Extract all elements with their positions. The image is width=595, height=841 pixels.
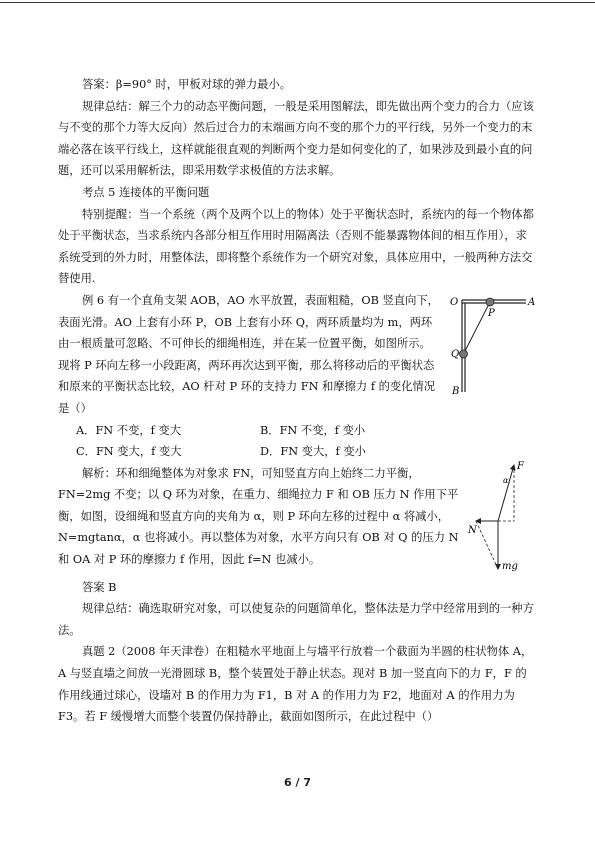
option-c[interactable]: C．FN 变大，f 变大: [76, 445, 182, 459]
answer-b: 答案 B: [82, 580, 117, 594]
special-tip: 特别提醒：当一个系统（两个及两个以上的物体）处于平衡状态时，系统内的每一个物体都处于平衡状态，当求系统内各部分相互作用时用隔离法（否则不能暴露物体间的相互作用），求系统受到的外力时，用整体法，即将整个系统作为一个研究对象，具体应用中，一般两种方法交替使用.: [58, 207, 534, 286]
rule-summary-1: 规律总结：解三个力的动态平衡问题，一般是采用图解法，即先做出两个变力的合力（应该与不变的那个力等大反向）然后过合力的末端画方向不变的那个力的平行线，另外一个变力的末端必落在该平行线上，这样就能很直观的判断两个变力是如何变化的了，如果涉及到最小直的问题，还可以采用解析法，即采用数学求极值的方法求解。: [58, 99, 534, 178]
label-B: B: [452, 385, 460, 397]
label-F: F: [517, 460, 524, 472]
document-body: [58, 74, 536, 728]
page-number: 6 / 7: [284, 776, 311, 789]
label-A: A: [528, 296, 536, 308]
top-rule: [0, 2, 595, 3]
options-row-1: [58, 420, 536, 442]
option-a[interactable]: A．FN 不变，f 变大: [76, 423, 182, 437]
option-b[interactable]: B．FN 不变，f 变小: [260, 423, 366, 437]
label-alpha: α: [503, 475, 509, 485]
section-heading-point5: 考点 5 连接体的平衡问题: [82, 185, 210, 199]
force-diagram: [462, 459, 536, 577]
label-P: P: [488, 307, 495, 319]
real-question-2: 真题 2（2008 年天津卷）在粗糙水平地面上与墙平行放着一个截面为半圆的柱状物体 A，A 与竖直墙之间放一光滑圆球 B，整个装置处于静止状态。现对 B 加一竖直向下的力 F，F 的作用线通过球心，设墙对 B 的作用力为 F1，B 对 A 的作用力为 F2，地面对 A 的作用力为 F3。若 F 缓慢增大而整个装置仍保持静止，截面如图所示，在此过程中（）: [58, 645, 533, 724]
bracket-figure: [448, 294, 536, 398]
example6-block: [58, 290, 536, 420]
example6-text: 例 6 有一个直角支架 AOB，AO 水平放置，表面粗糙，OB 竖直向下，表面光滑。AO 上套有小环 P，OB 上套有小环 Q，两环质量均为 m，两环由一根质量可忽略、不可伸长的细绳相连，并在某一位置平衡，如图所示。现将 P 环向左移一小段距离，两环再次达到平衡，那么将移动后的平衡状态和原来的平衡状态比较，AO 杆对 P 环的支持力 FN 和摩擦力 f 的变化情况是（）: [58, 293, 439, 415]
analysis-block: [58, 460, 536, 577]
rule-summary-2: 规律总结：确选取研究对象，可以使复杂的问题简单化，整体法是力学中经常用到的一种方法。: [58, 602, 534, 637]
analysis-text: 解析：环和细绳整体为对象求 FN，可知竖直方向上始终二力平衡，FN=2mg 不变；以 Q 环为对象，在重力、细绳拉力 F 和 OB 压力 N 作用下平衡，如图，设细绳和竖直方向的夹角为 α，则 P 环向左移的过程中 α 将减小，N=mgtanα，α 也将减小。再以整体为对象，水平方向只有 OB 对 Q 的压力 N 和 OA 对 P 环的摩擦力 f 作用，因此 f=N 也减小。: [58, 466, 459, 567]
label-Q: Q: [451, 348, 460, 360]
label-O: O: [450, 296, 459, 308]
label-N: N: [468, 524, 477, 536]
label-mg: mg: [502, 560, 518, 572]
answer-line: 答案：β=90° 时，甲板对球的弹力最小。: [82, 78, 292, 91]
option-d[interactable]: D．FN 变大，f 变小: [260, 445, 366, 459]
